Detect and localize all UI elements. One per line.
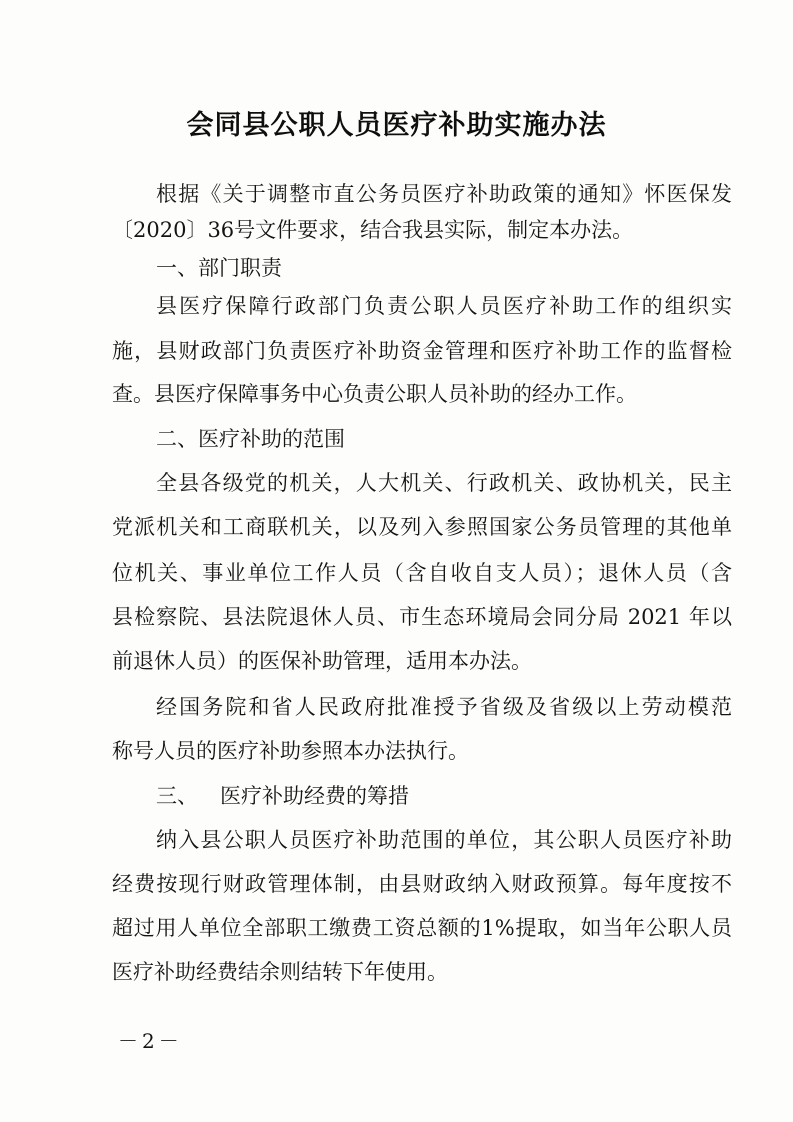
section-2-para-1-line-5: 前退休人员）的医保补助管理，适用本办法。 <box>112 649 532 673</box>
page-number: －2－ <box>118 1029 183 1053</box>
section-2-para-1-line-4: 县检察院、县法院退休人员、市生态环境局会同分局 2021 年以 <box>112 605 732 629</box>
section-1-para-1-line-1: 县医疗保障行政部门负责公职人员医疗补助工作的组织实 <box>156 294 732 318</box>
section-3-para-1-line-2: 经费按现行财政管理体制，由县财政纳入财政预算。每年度按不 <box>112 872 732 896</box>
intro-line-1: 根据《关于调整市直公务员医疗补助政策的通知》怀医保发 <box>156 182 732 206</box>
section-3-heading-number: 三、 <box>156 784 198 808</box>
section-2-para-1-line-1: 全县各级党的机关，人大机关、行政机关、政协机关，民主 <box>156 471 732 495</box>
section-2-para-2-line-2: 称号人员的医疗补助参照本办法执行。 <box>112 739 469 763</box>
section-1-para-1-line-2: 施，县财政部门负责医疗补助资金管理和医疗补助工作的监督检 <box>112 339 732 363</box>
section-3-para-1-line-1: 纳入县公职人员医疗补助范围的单位，其公职人员医疗补助 <box>156 828 732 852</box>
section-2-para-2-line-1: 经国务院和省人民政府批准授予省级及省级以上劳动模范 <box>156 695 732 719</box>
section-2-para-1-line-3: 位机关、事业单位工作人员（含自收自支人员）；退休人员（含 <box>112 561 732 585</box>
section-1-heading: 一、部门职责 <box>156 256 282 280</box>
document-title: 会同县公职人员医疗补助实施办法 <box>186 110 607 141</box>
intro-line-2: 〔2020〕36号文件要求，结合我县实际，制定本办法。 <box>112 218 634 242</box>
section-2-heading: 二、医疗补助的范围 <box>156 427 345 451</box>
section-1-para-1-line-3: 查。县医疗保障事务中心负责公职人员补助的经办工作。 <box>112 382 637 406</box>
section-3-heading-text: 医疗补助经费的筹措 <box>220 784 409 808</box>
section-3-heading <box>156 782 409 810</box>
section-3-para-1-line-4: 医疗补助经费结余则结转下年使用。 <box>112 960 448 984</box>
section-2-para-1-line-2: 党派机关和工商联机关，以及列入参照国家公务员管理的其他单 <box>112 515 732 539</box>
section-3-para-1-line-3: 超过用人单位全部职工缴费工资总额的1%提取，如当年公职人员 <box>112 916 732 940</box>
